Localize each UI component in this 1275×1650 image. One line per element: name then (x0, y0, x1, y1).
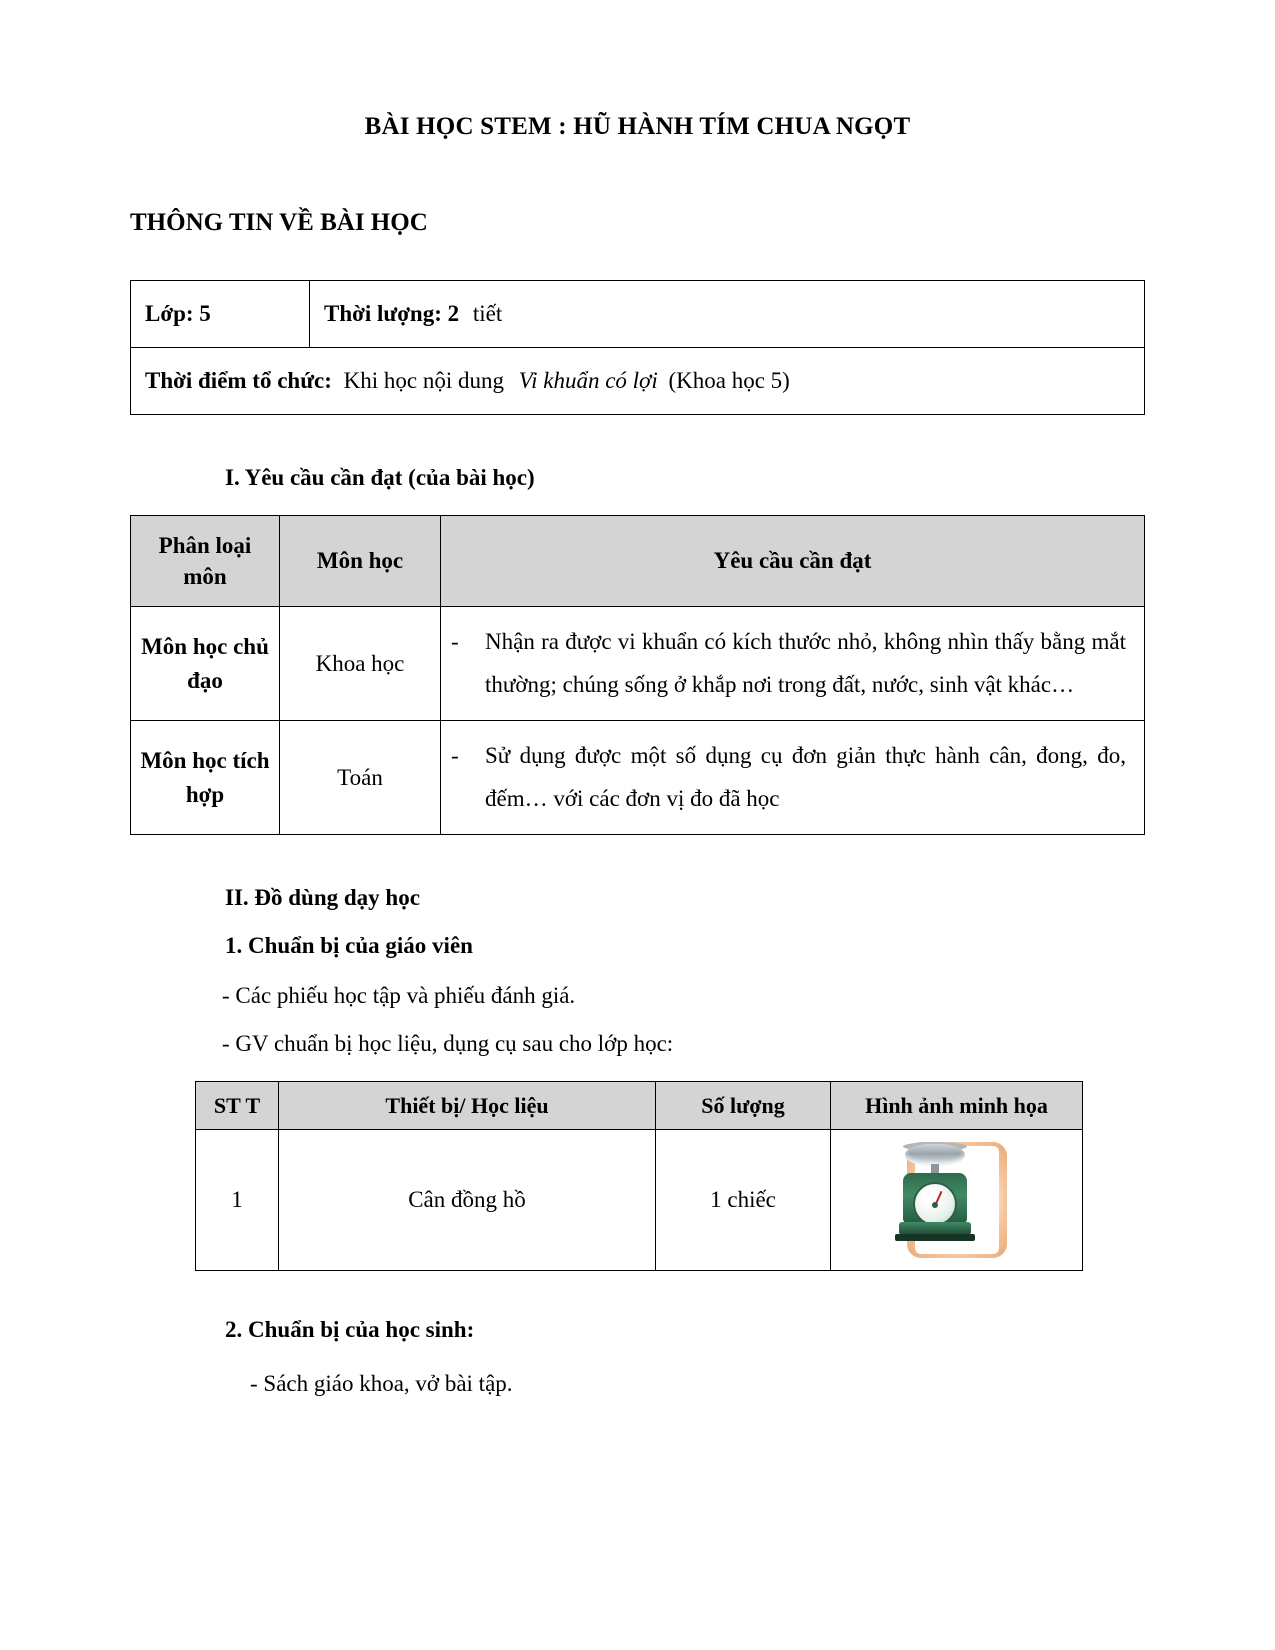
scale-pan (905, 1144, 965, 1166)
section-1-heading: I. Yêu cầu cần đạt (của bài học) (225, 465, 535, 490)
row-category: Môn học tích hợp (131, 721, 280, 835)
requirement-text: Nhận ra được vi khuẩn có kích thước nhỏ, không nhìn thấy bằng mắt thường; chúng sống ở khắp nơi trong đất, nước, sinh vật khác… (485, 628, 1126, 697)
lesson-info-heading: THÔNG TIN VỀ BÀI HỌC (130, 209, 428, 236)
timing-text-first: Khi học nội dung (343, 368, 504, 393)
row-category: Môn học chủ đạo (131, 606, 280, 720)
duration-cell (310, 281, 1145, 348)
row-subject: Khoa học (280, 606, 441, 720)
teacher-prep-line-1: - Các phiếu học tập và phiếu đánh giá. (222, 982, 576, 1008)
grade-label: Lớp: 5 (145, 301, 211, 326)
student-prep-heading: 2. Chuẩn bị của học sinh: (225, 1317, 475, 1343)
timing-cell (131, 348, 1145, 415)
teacher-prep-heading: 1. Chuẩn bị của giáo viên (225, 933, 473, 959)
equipment-name: Cân đồng hồ (279, 1130, 656, 1271)
section-2-heading: II. Đồ dùng dạy học (225, 885, 420, 911)
equipment-index: 1 (196, 1130, 279, 1271)
requirement-text: Sử dụng được một số dụng cụ đơn giản thực hành cân, đong, đo, đếm… với các đơn vị đo đã học (485, 743, 1126, 811)
duration-label: Thời lượng: 2 (324, 301, 460, 326)
scale-foot (895, 1234, 975, 1241)
row-requirement (441, 606, 1145, 720)
kitchen-scale-image (893, 1140, 1021, 1260)
column-header-equipment: Thiết bị/ Học liệu (279, 1081, 656, 1130)
timing-text-italic: Vi khuẩn có lợi (518, 368, 658, 393)
requirements-table (130, 515, 1145, 835)
student-prep-line-1: - Sách giáo khoa, vở bài tập. (250, 1371, 513, 1397)
column-header-category: Phân loại môn (131, 515, 280, 606)
timing-label: Thời điểm tổ chức: (145, 368, 332, 393)
equipment-illustration-cell (831, 1130, 1083, 1271)
bullet-marker: - (451, 628, 459, 654)
row-subject: Toán (280, 721, 441, 835)
table-header-row (131, 515, 1145, 606)
column-header-illustration: Hình ảnh minh họa (831, 1081, 1083, 1130)
table-row (131, 281, 1145, 348)
lesson-info-table (130, 280, 1145, 415)
teacher-prep-line-2: - GV chuẩn bị học liệu, dụng cụ sau cho lớp học: (222, 1030, 674, 1056)
bullet-marker: - (451, 743, 459, 769)
row-requirement (441, 721, 1145, 835)
table-row (196, 1130, 1083, 1271)
grade-cell (131, 281, 310, 348)
table-row (131, 606, 1145, 720)
column-header-subject: Môn học (280, 515, 441, 606)
duration-unit: tiết (472, 301, 503, 326)
column-header-stt: ST T (196, 1081, 279, 1130)
equipment-quantity: 1 chiếc (656, 1130, 831, 1271)
page-title: BÀI HỌC STEM : HŨ HÀNH TÍM CHUA NGỌT (364, 113, 911, 140)
column-header-quantity: Số lượng (656, 1081, 831, 1130)
column-header-requirement: Yêu cầu cần đạt (441, 515, 1145, 606)
table-row (131, 721, 1145, 835)
equipment-table (195, 1081, 1083, 1272)
timing-text-last: (Khoa học 5) (668, 368, 790, 393)
table-header-row (196, 1081, 1083, 1130)
scale-dial-hub (932, 1202, 938, 1208)
table-row (131, 348, 1145, 415)
